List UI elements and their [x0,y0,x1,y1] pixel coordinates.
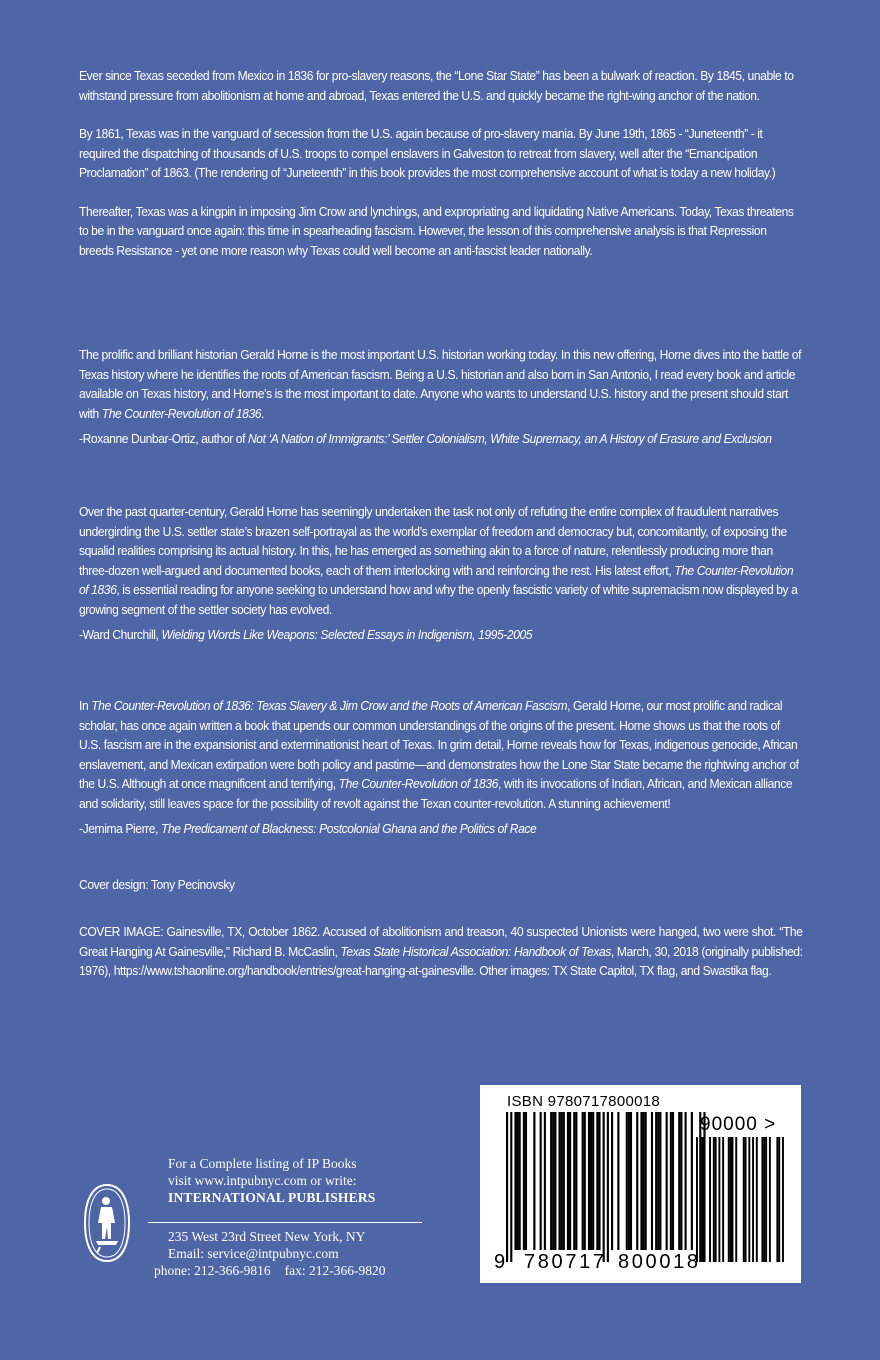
attribution-title: Wielding Words Like Weapons: Selected Essays in Indigenism, 1995-2005 [161,627,533,642]
addon-bar [722,1137,724,1262]
website-line: visit www.intpubnyc.com or write: [168,1173,357,1188]
phone: phone: 212-366-9816 [154,1263,271,1278]
phone-fax-row [154,1262,428,1279]
email: Email: service@intpubnyc.com [168,1246,339,1261]
barcode-bar [552,1112,554,1250]
book-title: The Counter-Revolution of 1836: Texas Slavery & Jim Crow and the Roots of American Fascism [91,698,568,713]
barcode-bar [506,1112,508,1262]
barcode-bar [525,1112,527,1250]
addon-barcode [696,1137,784,1262]
addon-bar [778,1137,780,1262]
barcode-bar [651,1112,653,1250]
barcode-bar [575,1112,577,1250]
barcode-bar [550,1112,552,1250]
addon-bar [730,1137,732,1262]
review-attribution: -Ward Churchill, Wielding Words Like Weapons: Selected Essays in Indigenism, 1995-2005 [79,627,533,642]
addon-bar [696,1137,698,1262]
review-dunbar-ortiz [79,345,803,449]
addon-bar [761,1137,763,1262]
barcode-bar [636,1112,638,1250]
paragraph-juneteenth: By 1861, Texas was in the vanguard of secession from the U.S. again because of pro-slavery mania. By June 19th, 1865 - “Juneteenth” - it required the dispatching of thousands of U.S. troops to compel enslavers in Galveston to retreat from slavery, well after the “Emancipation Proclamation” of 1863. (The rendering of “Juneteenth” in this book provides the most comprehensive account of what is today a new holiday.) [79,126,776,180]
review-churchill [79,502,803,645]
paragraph-secession: Ever since Texas seceded from Mexico in 1836 for pro-slavery reasons, the “Lone Star State” has been a bulwark of reaction. By 1845, unable to withstand pressure from abolitionism at home and abroad, Texas entered the U.S. and quickly became the right-wing anchor of the nation. [79,68,794,103]
barcode-bar [598,1112,600,1250]
barcode-bar [628,1112,630,1250]
isbn-label: ISBN 9780717800018 [507,1093,661,1110]
attribution-title: The Predicament of Blackness: Postcolonial Ghana and the Politics of Race [160,821,537,836]
addon-bar [718,1137,720,1262]
addon-bar [745,1137,747,1262]
barcode-bar [540,1112,542,1250]
barcode-bar [659,1112,661,1250]
barcode-bar [685,1112,687,1250]
barcode-bar [510,1112,512,1262]
publisher-name: INTERNATIONAL PUBLISHERS [168,1190,376,1205]
barcode-digits-right: 800018 [618,1251,698,1273]
barcode-bar [523,1112,525,1250]
barcode-bar [584,1112,586,1250]
barcode-bar [643,1112,645,1250]
review-text: Over the past quarter-century, Gerald Horne has seemingly undertaken the task not only of refuting the entire complex of fraudulent narratives undergirding the U.S. settler state’s brazen self-portrayal as the world’s exemplar of freedom and democracy but, concomitantly, of exposing the squalid realities comprising its actual history. In this, he has emerged as something akin to a force of nature, relentlessly producing more than three-dozen well-argued and documented books, each of them interlocking with and reinforcing the rest. His latest effort, The Counter-Revolution of 1836, is essential reading for anyone seeking to understand how and why the openly fascistic variety of white supremacism now displayed by a growing segment of the settler society has evolved. [79,504,798,617]
barcode-bar [611,1112,613,1250]
divider [148,1222,422,1223]
barcode-bar [573,1112,575,1250]
book-title: The Counter-Revolution of 1836 [79,562,794,597]
barcode-bar [569,1112,571,1250]
barcode-bar [590,1112,592,1250]
addon-bar [702,1137,704,1262]
addon-bar [735,1137,737,1262]
barcode-bar [559,1112,561,1250]
barcode-bar [672,1112,674,1250]
barcode-bar [582,1112,584,1250]
addon-bar [728,1137,730,1262]
addon-bar [765,1137,767,1262]
addon-bar [776,1137,778,1262]
paragraph-jim-crow: Thereafter, Texas was a kingpin in imposing Jim Crow and lynchings, and expropriating and liquidating Native Americans. Today, Texas threatens to be in the vanguard once again: this time in spearheading fascism. However, the lesson of this comprehensive analysis is that Repression breeds Resistance - yet one more reason why Texas could well become an anti-fascist leader nationally. [79,203,794,258]
barcode-bar [657,1112,659,1250]
address: 235 West 23rd Street New York, NY [168,1229,366,1244]
addon-bar [752,1137,754,1262]
fax: fax: 212-366-9820 [284,1263,386,1278]
addon-bar [763,1137,765,1262]
attribution-title: Not ‘A Nation of Immigrants:’ Settler Colonialism, White Supremacy, an A History of Erasure and Exclusion [247,431,772,446]
source-title: Texas State Historical Association: Handbook of Texas [340,943,611,959]
addon-bar [732,1137,734,1262]
addon-bar [709,1137,711,1262]
barcode-bar [519,1112,521,1250]
barcode-bar [655,1112,657,1250]
barcode-bar [592,1112,594,1250]
review-attribution: -Roxanne Dunbar-Ortiz, author of Not ‘A Nation of Immigrants:’ Settler Colonialism, White Supremacy, an A History of Erasure and Exclusion [79,431,772,446]
barcode-bar [617,1112,619,1250]
barcode-bar [666,1112,668,1250]
barcode-bar [670,1112,672,1250]
barcode-bar [588,1112,590,1250]
addon-bar [769,1137,771,1262]
review-text: The prolific and brilliant historian Gerald Horne is the most important U.S. historian working today. In this new offering, Horne dives into the battle of Texas history where he identifies the roots of American fascism. Being a U.S. historian and also born in San Antonio, I read every book and article available on Texas history, and Horne’s is the most important to date. Anyone who wants to understand U.S. history and the present should start with The Counter-Revolution of 1836. [79,347,802,421]
addon-bar [715,1137,717,1262]
book-title-short: The Counter-Revolution of 1836 [338,776,498,791]
catalog-line: For a Complete listing of IP Books [168,1156,357,1171]
cover-design-credit: Cover design: Tony Pecinovsky [79,877,235,892]
barcode-bar [691,1112,693,1250]
review-attribution: -Jemima Pierre, The Predicament of Blackness: Postcolonial Ghana and the Politics of Race [79,821,537,836]
barcode-bar [567,1112,569,1250]
addon-bar [748,1137,750,1262]
addon-bar [756,1137,758,1262]
addon-bar [782,1137,784,1262]
barcode-bar [563,1112,565,1250]
addon-bar [700,1137,702,1262]
barcode-bar [630,1112,632,1250]
barcode-bar [544,1112,546,1250]
intro-text [79,66,803,260]
barcode-digits-left: 780717 [524,1251,604,1273]
cover-image-credit: COVER IMAGE: Gainesville, TX, October 1862. Accused of abolitionism and treason, 40 suspected Unionists were hanged, two were shot. “The Great Hanging At Gainesville,” Richard B. McCaslin, Texas State Historical Association: Handbook of Texas, March, 30, 2018 (originally published: 1976), https://www.tshaonline.org/handbook/entries/great-hanging-at-gainesville. Other images: TX State Capitol, TX flag, and Swastika flag. [79,924,803,978]
book-title: The Counter-Revolution of 1836 [101,405,262,421]
barcode-bar [596,1112,598,1250]
barcode-bar [640,1112,642,1250]
barcode-bar [626,1112,628,1250]
barcode-box [480,1085,801,1283]
barcode-bar [603,1112,605,1262]
publisher-figure-logo [82,1183,132,1263]
review-text: In The Counter-Revolution of 1836: Texas Slavery & Jim Crow and the Roots of American Fascism, Gerald Horne, our most prolific and radical scholar, has once again written a book that upends our common understandings of the origins of the present. Horne shows us that the roots of U.S. fascism are in the expansionist and exterminationist heart of Texas. In grim detail, Horne reveals how for Texas, indigenous genocide, African enslavement, and Mexican extirpation were both policy and pastime—and demonstrates how the Lone Star State became the rightwing anchor of the U.S. Although at once magnificent and terrifying, The Counter-Revolution of 1836, with its invocations of Indian, African, and Mexican alliance and solidarity, still leaves space for the possibility of revolt against the Texan counter-revolution. A stunning achievement! [79,698,799,811]
barcode-bar [514,1112,516,1250]
barcode-bar [645,1112,647,1250]
barcode-bar [533,1112,535,1250]
barcode-bar [607,1112,609,1262]
barcode-bar [561,1112,563,1250]
price-code: 90000 > [700,1114,777,1135]
ean-barcode [506,1112,706,1262]
barcode-bar [554,1112,556,1250]
barcode-bar [680,1112,682,1250]
barcode-digit-first: 9 [494,1251,506,1273]
addon-bar [713,1137,715,1262]
addon-bar [743,1137,745,1262]
barcode-bar [678,1112,680,1250]
review-pierre [79,696,803,839]
publisher-info [80,1155,440,1295]
barcode-bar [517,1112,519,1250]
